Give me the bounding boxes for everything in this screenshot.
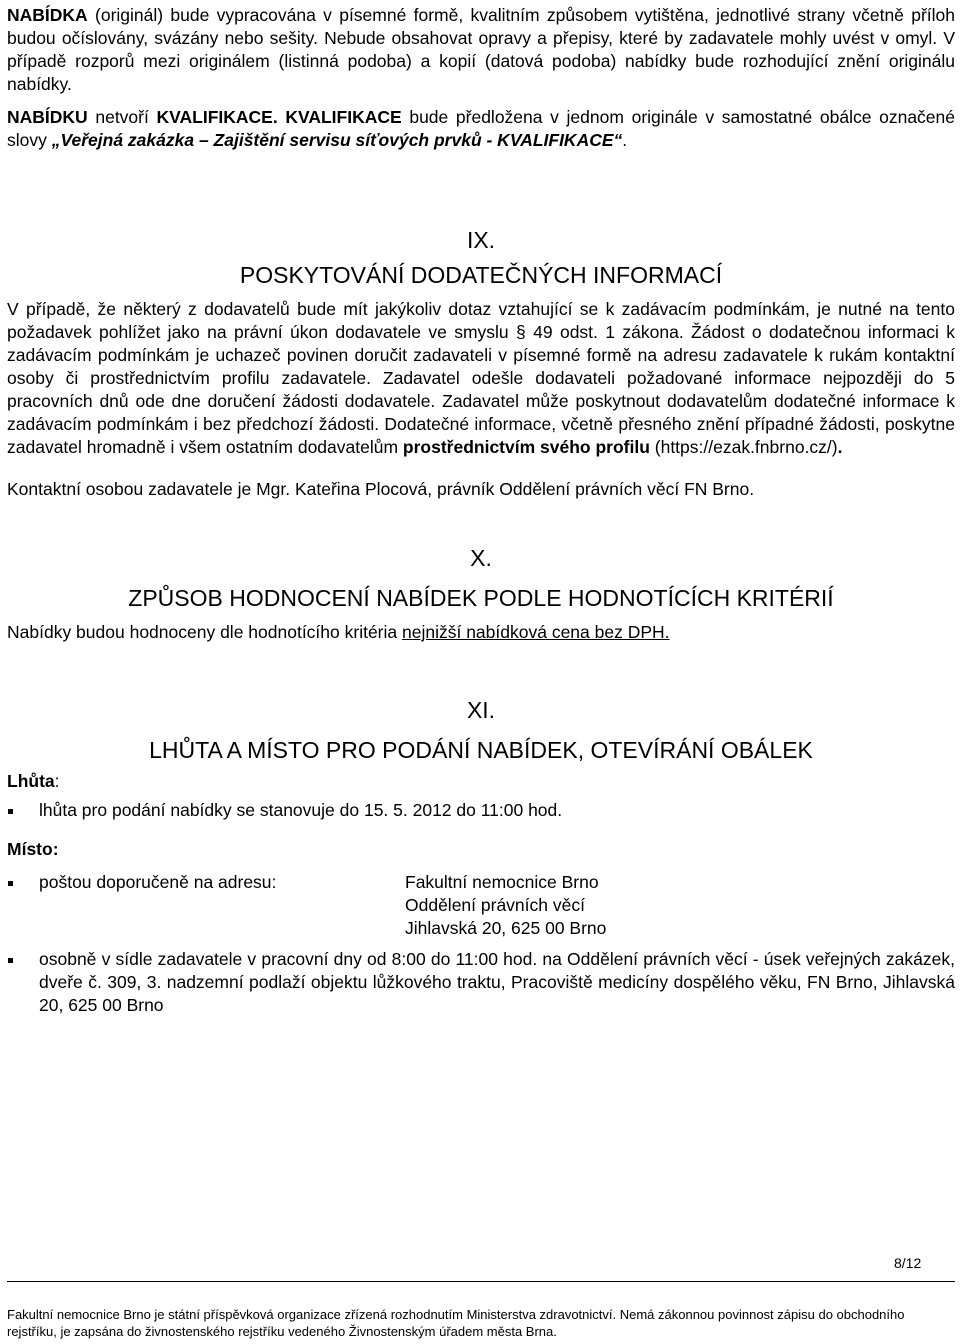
postal-address: Fakultní nemocnice Brno Oddělení právních věcí Jihlavská 20, 625 00 Brno [405, 872, 607, 938]
bullet-square-icon [8, 881, 13, 886]
list-item: osobně v sídle zadavatele v pracovní dny od 8:00 do 11:00 hod. na Oddělení právních věcí - úsek veřejných zakázek, dveře č. 309, 3. nadzemní podlaží objektu lůžkového traktu, Pracoviště medicíny dospělého věku, FN Brno, Jihlavská 20, 625 00 Brno [7, 948, 955, 1017]
list-item: lhůta pro podání nabídky se stanovuje do 15. 5. 2012 do 11:00 hod. [7, 799, 955, 822]
section-10-paragraph: Nabídky budou hodnoceny dle hodnotícího kritéria nejnižší nabídková cena bez DPH. [7, 622, 670, 642]
deadline-label: Lhůta: [7, 771, 60, 791]
section-10-number: X. [470, 545, 492, 571]
page-number: 8/12 [894, 1255, 922, 1271]
footer-divider [7, 1281, 955, 1282]
section-11-number: XI. [466, 697, 496, 723]
section-9-title: POSKYTOVÁNÍ DODATEČNÝCH INFORMACÍ [239, 262, 723, 288]
section-9-number: IX. [466, 227, 496, 253]
intro-paragraph-1: NABÍDKA (originál) bude vypracována v písemné formě, kvalitním způsobem vytištěna, jednotlivé strany včetně příloh budou očíslovány, svázány nebo sešity. Nebude obsahovat opravy a přepisy, které by zadavatele mohly uvést v omyl. V případě rozporů mezi originálem (listinná podoba) a kopií (datová podoba) nabídky bude rozhodující znění originálu nabídky. [7, 5, 955, 94]
bullet-square-icon [8, 958, 13, 963]
postal-address-row: poštou doporučeně na adresu: Fakultní nemocnice Brno Oddělení právních věcí Jihlavská 20, 625 00 Brno [39, 872, 607, 938]
list-item [7, 871, 955, 940]
section-11-title: LHŮTA A MÍSTO PRO PODÁNÍ NABÍDEK, OTEVÍRÁNÍ OBÁLEK [149, 737, 813, 763]
intro-paragraph-2: NABÍDKU netvoří KVALIFIKACE. KVALIFIKACE bude předložena v jednom originále v samostatné obálce označené slovy „Veřejná zakázka – Zajištění servisu síťových prvků - KVALIFIKACE“. [7, 107, 955, 150]
section-9-paragraph-2: Kontaktní osobou zadavatele je Mgr. Kateřina Plocová, právník Oddělení právních věcí FN Brno. [7, 479, 755, 499]
deadline-list [7, 799, 955, 822]
place-list [7, 871, 955, 1017]
section-10-title: ZPŮSOB HODNOCENÍ NABÍDEK PODLE HODNOTÍCÍCH KRITÉRIÍ [128, 585, 834, 611]
document-page [7, 4, 955, 1017]
bullet-square-icon [8, 809, 13, 814]
section-9-paragraph-1: V případě, že některý z dodavatelů bude mít jakýkoliv dotaz vztahující se k zadávacím podmínkám, je nutné na tento požadavek pohlížet jako na právní úkon dodavatele ve smyslu § 49 odst. 1 zákona. Žádost o dodatečnou informaci k zadávacím podmínkám je uchazeč povinen doručit zadavateli v písemné formě na adresu zadavatele k rukám kontaktní osoby či prostřednictvím profilu zadavatele. Zadavatel odešle dodavateli požadované informace nejpozději do 5 pracovních dnů ode dne doručení žádosti dodavatele. Zadavatel může poskytnout dodavatelům dodatečné informace k zadávacím podmínkám i bez předchozí žádosti. Dodatečné informace, včetně přesného znění případné žádosti, poskytne zadavatel hromadně i všem ostatním dodavatelům prostřednictvím svého profilu (https://ezak.fnbrno.cz/). [7, 299, 955, 457]
footer-note: Fakultní nemocnice Brno je státní příspěvková organizace zřízená rozhodnutím Ministerstva zdravotnictví. Nemá zákonnou povinnost zápisu do obchodního rejstříku, je zapsána do živnostenského rejstříku vedeného Živnostenským úřadem města Brna. [7, 1307, 905, 1339]
place-label: Místo: [7, 839, 59, 859]
